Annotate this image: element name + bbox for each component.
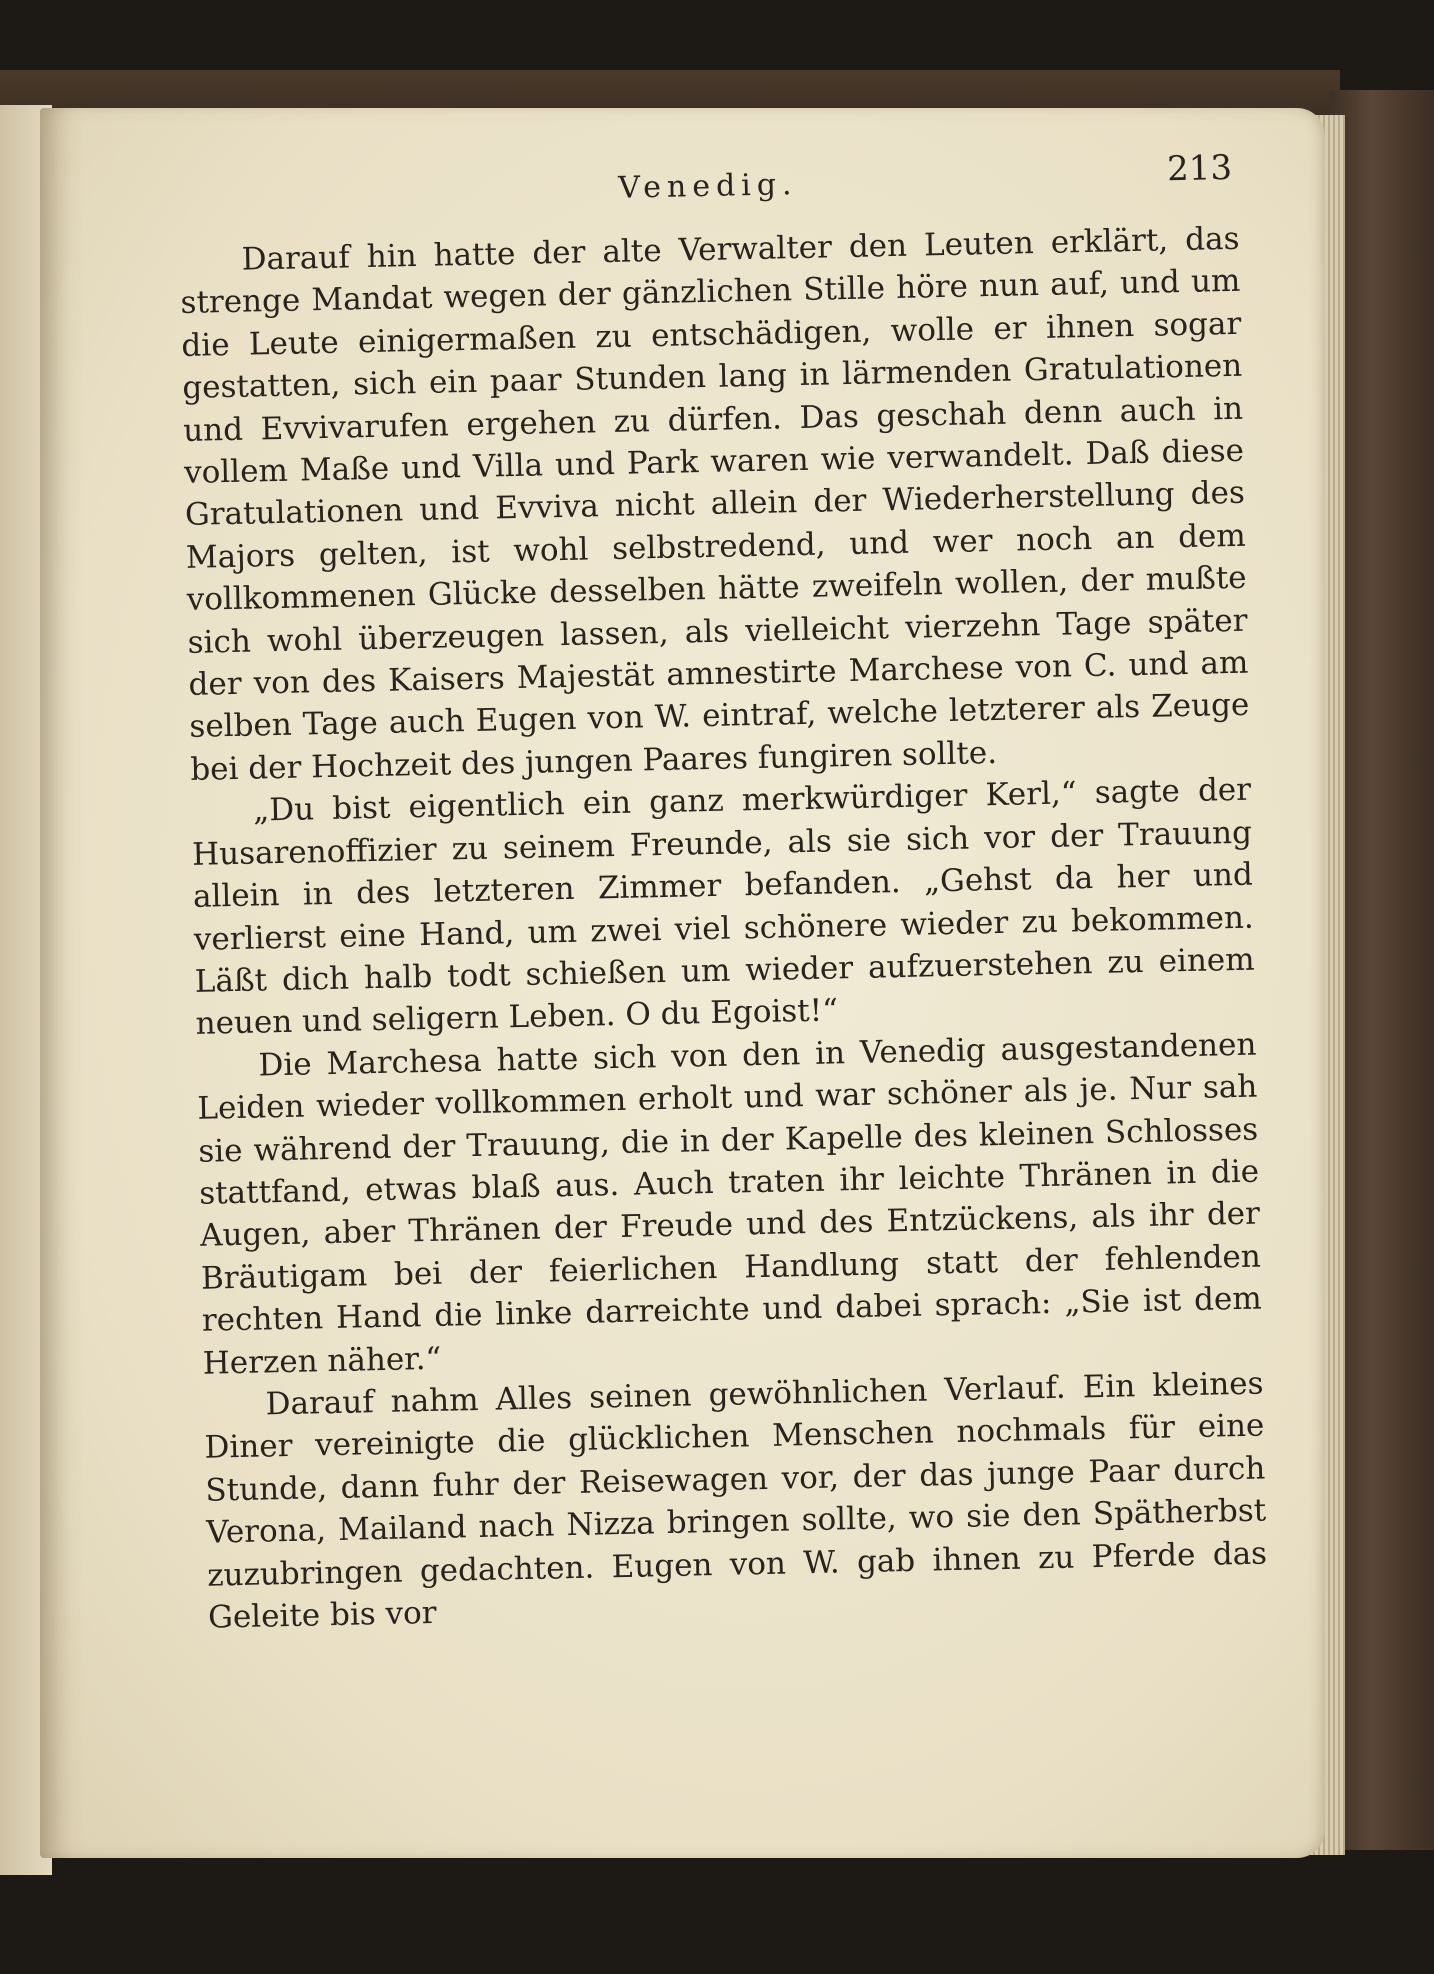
paragraph: Darauf nahm Alles seinen gewöhnlichen Verlauf. Ein kleines Diner vereinigte die glücklichen Menschen nochmals für eine Stunde, dann fuhr der Reisewagen vor, der das junge Paar durch Verona, Mailand nach Nizza bringen sollte, wo sie den Spätherbst zuzubringen gedachten. Eugen von W. gab ihnen zu Pferde das Geleite bis vor [204,1365,1268,1636]
book-page [40,108,1325,1858]
paragraph: „Du bist eigentlich ein ganz merkwürdiger Kerl,“ sagte der Husarenoffizier zu seinem Freunde, als sie sich vor der Trauung allein in des letzteren Zimmer befanden. „Gehst da her und verlierst eine Hand, um zwei viel schönere wieder zu bekommen. Läßt dich halb todt schießen um wieder aufzuerstehen zu einem neuen und seligern Leben. O du Egoist!“ [191,771,1255,1043]
paragraph: Darauf hin hatte der alte Verwalter den Leuten erklärt, das strenge Mandat wegen der gänzlichen Stille höre nun auf, und um die Leute einigermaßen zu entschädigen, wolle er ihnen sogar gestatten, sich ein paar Stunden lang in lärmenden Gratulationen und Evvivarufen ergehen zu dürfen. Das geschah denn auch in vollem Maße und Villa und Park waren wie verwandelt. Daß diese Gratulationen und Evviva nicht allein der Wiederherstellung des Majors gelten, ist wohl selbstredend, und wer noch an dem vollkommenen Glücke desselben hätte zweifeln wollen, der mußte sich wohl überzeugen lassen, als vielleicht vierzehn Tage später der von des Kaisers Majestät amnestirte Marchese von C. und am selben Tage auch Eugen von W. eintraf, welche letzterer als Zeuge bei der Hochzeit des jungen Paares fungiren sollte. [180,220,1250,788]
paragraph: Die Marchesa hatte sich von den in Venedig ausgestandenen Leiden wieder vollkommen erholt und war schöner als je. Nur sah sie während der Trauung, die in der Kapelle des kleinen Schlosses stattfand, etwas blaß aus. Auch traten ihr leichte Thränen in die Augen, aber Thränen der Freude und des Entzückens, als ihr der Bräutigam bei der feierlichen Handlung statt der fehlenden rechten Hand die linke darreichte und dabei sprach: „Sie ist dem Herzen näher.“ [197,1026,1263,1382]
page-content [178,147,1268,1639]
book-cover-right [1330,90,1434,1850]
body-text [179,218,1268,1639]
running-head: Venedig. [617,167,798,206]
page-number: 213 [1166,147,1233,190]
